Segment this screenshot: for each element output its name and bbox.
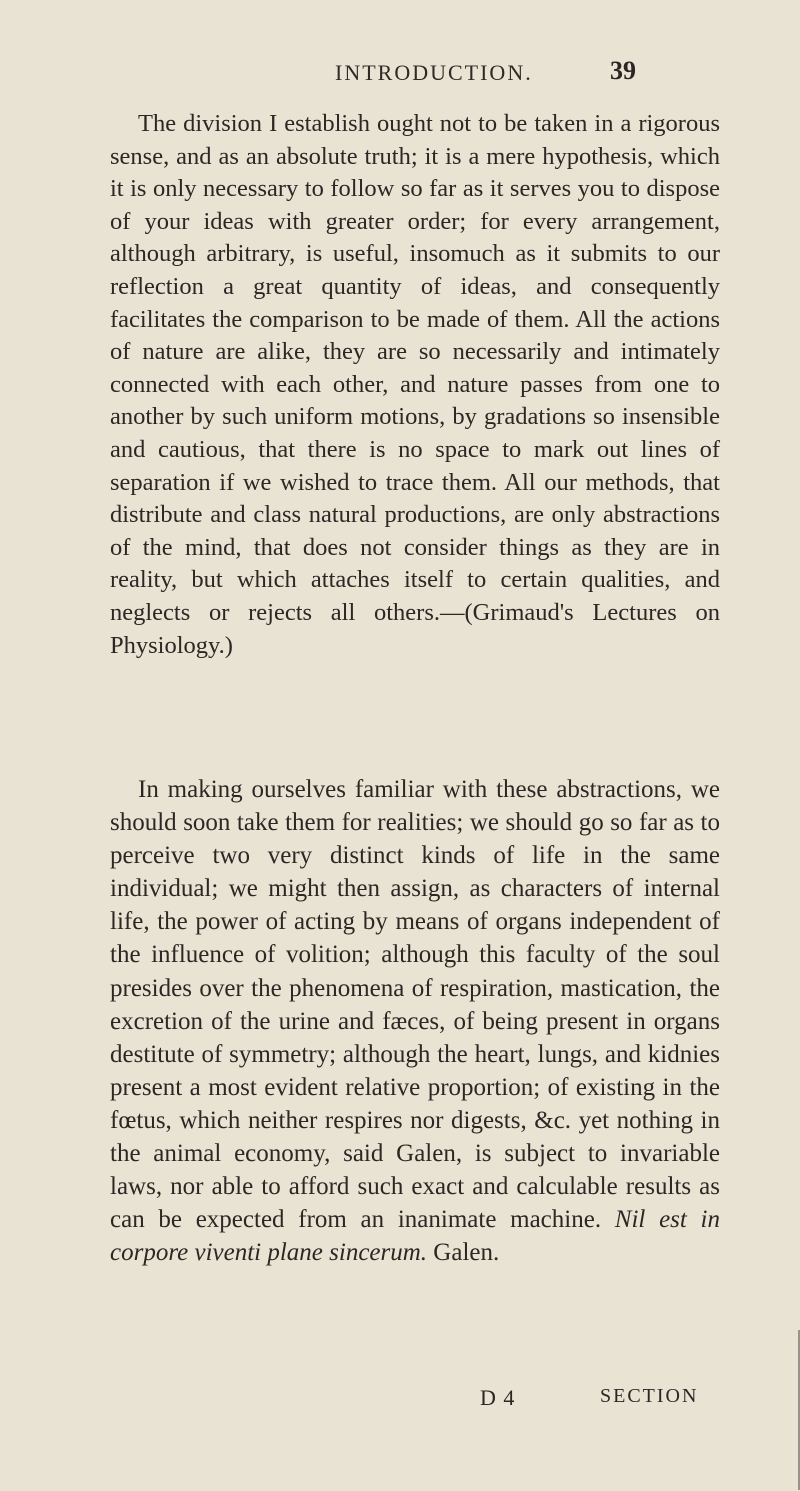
page-number: 39 [610, 56, 636, 85]
attribution: Galen. [433, 1239, 500, 1267]
body-paragraph [110, 773, 720, 1269]
body-text: In making ourselves familiar with these abstractions, we should soon take them for realities; we should go so far as to perceive two very distinct kinds of life in the same individual; we might then assign, as characters of internal life, the power of acting by means of organs independent of the influence of volition; although this faculty of the soul presides over the phenomena of respiration, mastication, the excretion of the urine and fæces, of being present in organs destitute of symmetry; although the heart, lungs, and kidnies present a most evident relative proportion; of existing in the fœtus, which neither respires nor digests, &c. yet nothing in the animal economy, said Galen, is subject to invariable laws, nor able to afford such exact and calculable results as can be expected from an inanimate machine. [110, 776, 720, 1234]
running-title: INTRODUCTION. [335, 60, 533, 85]
quotation-paragraph: The division I establish ought not to be taken in a rigorous sense, and as an absolute truth; it is a mere hypothesis, which it is only necessary to follow so far as it serves you to dispose of your ideas with greater order; for every arrangement, although arbitrary, is useful, insomuch as it submits to our reflection a great quantity of ideas, and consequently facilitates the comparison to be made of them. All the actions of nature are alike, they are so necessarily and intimately connected with each other, and nature passes from one to another by such uniform motions, by gradations so insensible and cautious, that there is no space to mark out lines of separation if we wished to trace them. All our methods, that distribute and class natural productions, are only abstractions of the mind, that does not consider things as they are in reality, but which attaches itself to certain qualities, and neglects or rejects all others.—(Grimaud's Lectures on Physiology.) [110, 110, 720, 659]
catchword: SECTION [600, 1385, 699, 1407]
signature-mark: D 4 [480, 1385, 516, 1410]
latin-quote: Nil est in corpore viventi plane sincerum. [110, 1206, 720, 1267]
running-head [0, 50, 800, 90]
